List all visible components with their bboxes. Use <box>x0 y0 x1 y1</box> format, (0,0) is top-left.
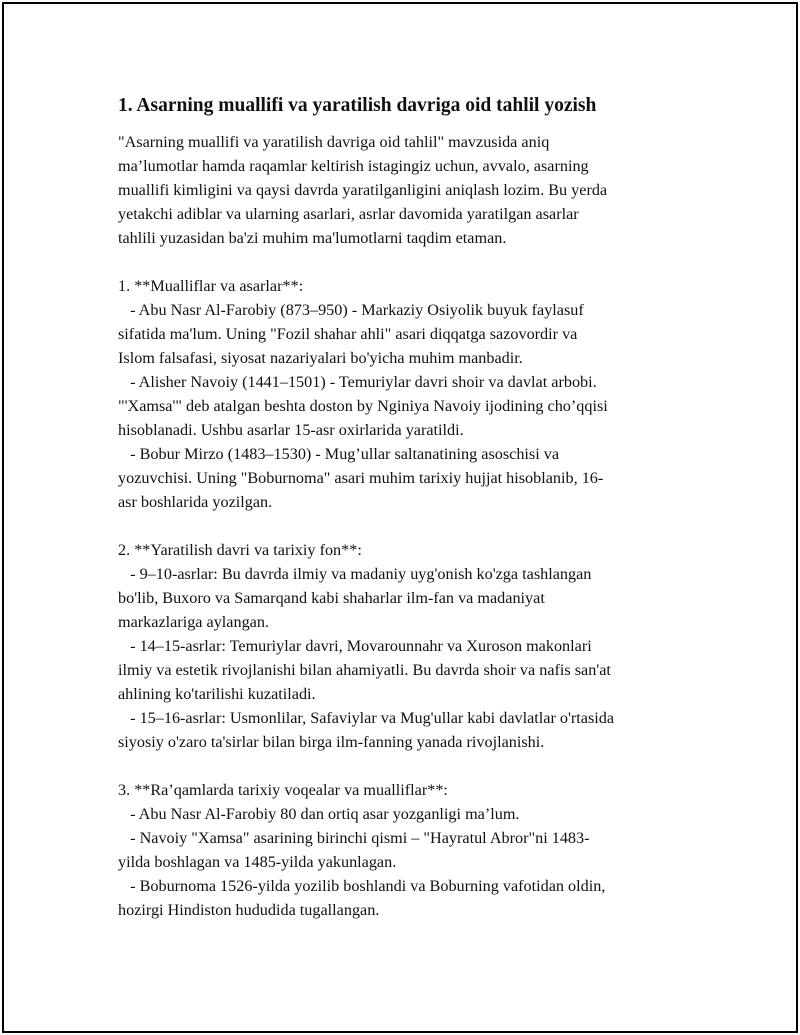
section-authors-and-works: 1. **Mualliflar va asarlar**: - Abu Nasr Al-Farobiy (873–950) - Markaziy Osiyolik buyuk faylasuf sifatida ma'lum. Uning "Fozil shahar ahli" asari diqqatga sazovordir va Islom falsafasi, siyosat nazariyalari bo'yicha muhim manbadir. - Alisher Navoiy (1441–1501) - Temuriylar davri shoir va davlat arbobi. "'Xamsa'" deb atalgan beshta doston by Nginiya Navoiy ijodining cho’qqisi hisoblanadi. Ushbu asarlar 15-asr oxirlarida yaratildi. - Bobur Mirzo (1483–1530) - Mug’ullar saltanatining asoschisi va yozuvchisi. Uning "Boburnoma" asari muhim tarixiy hujjat hisoblanib, 16- asr boshlarida yozilgan. <box>118 277 608 511</box>
paragraph-gap <box>118 250 698 274</box>
section-creation-period: 2. **Yaratilish davri va tarixiy fon**: - 9–10-asrlar: Bu davrda ilmiy va madaniy uyg'onish ko'zga tashlangan bo'lib, Buxoro va Samarqand kabi shaharlar ilm-fan va madaniyat markazlariga aylangan. - 14–15-asrlar: Temuriylar davri, Movarounnahr va Xuroson makonlari ilmiy va estetik rivojlanishi bilan ahamiyatli. Bu davrda shoir va nafis san'at ahlining ko'tarilishi kuzatiladi. - 15–16-asrlar: Usmonlilar, Safaviylar va Mug'ullar kabi davlatlar o'rtasida siyosiy o'zaro ta'sirlar bilan birga ilm-fanning yanada rivojlanishi. <box>118 541 615 751</box>
document-title: 1. Asarning muallifi va yaratilish davriga oid tahlil yozish <box>118 95 597 116</box>
paragraph-gap <box>118 754 698 778</box>
section-events-in-numbers: 3. **Ra’qamlarda tarixiy voqealar va mualliflar**: - Abu Nasr Al-Farobiy 80 dan ortiq asar yozganligi ma’lum. - Navoiy "Xamsa" asarining birinchi qismi – "Hayratul Abror"ni 1483- yilda boshlagan va 1485-yilda yakunlagan. - Boburnoma 1526-yilda yozilib boshlandi va Boburning vafotidan oldin, hozirgi Hindiston hududida tugallangan. <box>118 781 606 919</box>
document-body <box>118 94 698 922</box>
intro-paragraph: "Asarning muallifi va yaratilish davriga oid tahlil" mavzusida aniq ma’lumotlar hamda raqamlar keltirish istagingiz uchun, avvalo, asarning muallifi kimligini va qaysi davrda yaratilganligini aniqlash lozim. Bu yerda yetakchi adiblar va ularning asarlari, asrlar davomida yaratilgan asarlar tahlili yuzasidan ba'zi muhim ma'lumotlarni taqdim etaman. <box>118 133 608 247</box>
paragraph-gap <box>118 514 698 538</box>
